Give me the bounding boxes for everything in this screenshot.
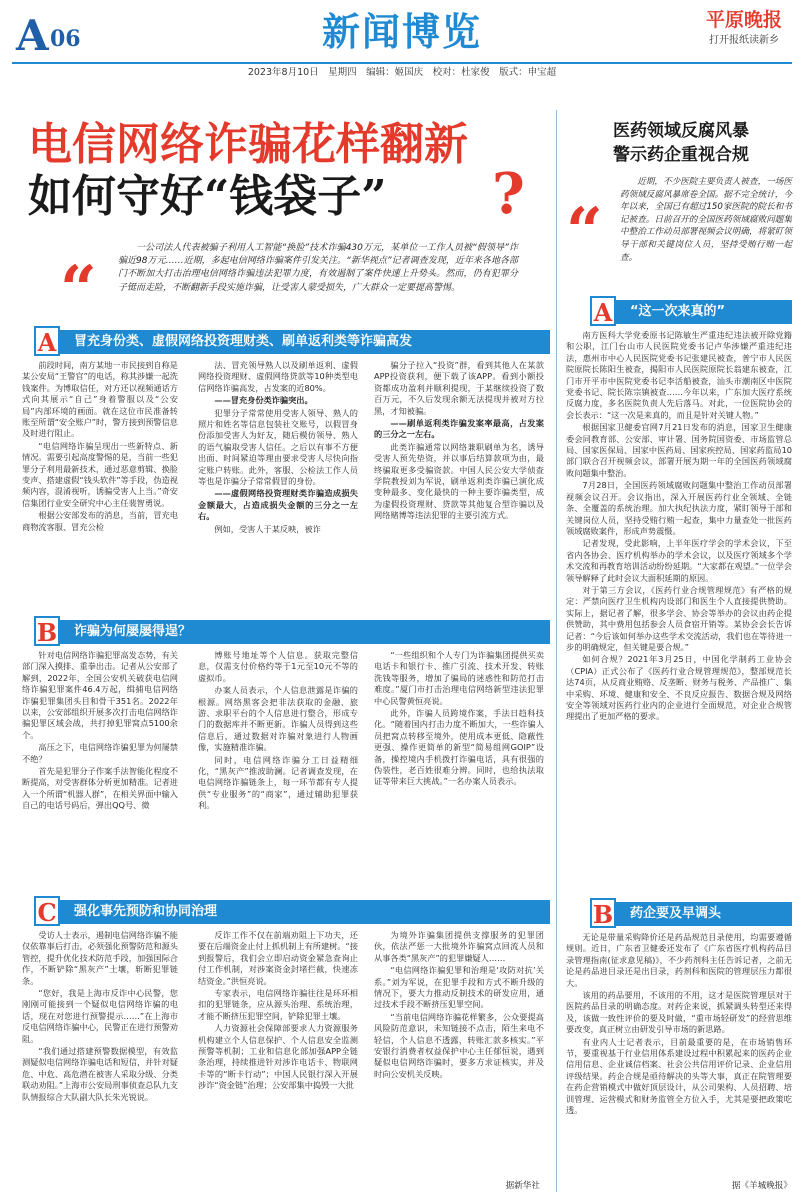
headline-question-mark: ? [492,161,525,227]
paragraph: 反诈工作不仅在前端劝阻上下功夫，还要在后端资金止付上抓机制上有所建树。“接到报警后，我们会立即启动资金紧急查询止付工作机制，对涉案资金封堵拦截，快速冻结资金。”洪恒亮说。 [198,930,358,986]
side-section-b-badge: B [590,898,616,928]
column-divider [556,110,557,1192]
section-a-col2 [198,360,358,612]
quote-mark-main: “ [60,252,97,327]
side-section-b-body [566,932,792,1176]
section-a-title: 冒充身份类、虚假网络投资理财类、刷单返利类等诈骗高发 [74,334,413,349]
section-b-col3 [374,650,544,890]
paragraph: 7月28日，全国医药领域腐败问题集中整治工作动员部署视频会议召开。会议指出，深入开展医药行业全领域、全链条、全覆盖的系统治理。加大执纪执法力度，紧盯领导干部和关键岗位人员，坚持受贿行贿一起查，集中力量查处一批医药领域腐败案件，形成声势震慑。 [566,480,792,536]
quote-mark-side: “ [566,194,603,269]
headline-line1: 电信网络诈骗花样翻新 [28,119,468,170]
paragraph: “您好，我是上海市反诈中心民警，您刚刚可能接到一个疑似电信网络诈骗的电话，现在对您进行预警提示……”在上海市反电信网络诈骗中心，民警正在进行预警劝阻。 [22,988,178,1044]
section-b-badge: B [34,616,60,646]
paragraph: 犯罪分子常常使用受害人领导、熟人的照片和姓名等信息包装社交账号，以假冒身份添加受害人为好友，随后模仿领导、熟人的语气骗取受害人信任。之后以有事不方便出面、时间紧迫等理由要求受害人尽快向指定账户转账。此外，客服、公检法工作人员等也是诈骗分子常常假冒的身份。 [198,407,358,487]
paragraph: 骗分子拉入“投资”群，看到其他人在某款APP投资获利，便下载了该APP。看到小额投资都成功盈利并顺利提现，于某继续投资了数百万元，不久后发现余额无法提现并被对方拉黑，才知被骗。 [374,360,544,416]
paragraph: ——虚假网络投资理财类诈骗造成损失金额最大，占造成损失金额的三分之一左右。 [198,488,358,522]
paragraph: “电信网络诈骗犯罪和治理是‘攻防对抗’关系。”刘为军说，在犯罪手段和方式不断升级的情况下，要大力推动反制技术的研发应用，通过技术手段不断挤压犯罪空间。 [374,965,544,1010]
paragraph: 针对电信网络诈骗犯罪高发态势，有关部门深入摸排、重拳出击。记者从公安部了解到，2022年，全国公安机关破获电信网络诈骗犯罪案件46.4万起，缉捕电信网络诈骗犯罪集团头目和骨干351名。2022年以来，公安部组织开展多次打击电信网络诈骗犯罪区域会战，共打掉犯罪窝点5100余个。 [22,650,178,740]
section-c-title: 强化事先预防和协同治理 [74,904,218,919]
main-source: 据新华社 [505,1181,540,1191]
paragraph: ——冒充身份类诈骗突出。 [214,395,313,406]
masthead-rule [12,62,792,64]
section-c-col1 [22,930,178,1192]
section-b-col2 [198,650,358,890]
section-a-badge: A [34,326,60,356]
paragraph: 办案人员表示，个人信息泄露是诈骗的根源。网络黑客会把非法获取的金融、旅游、求职平台的个人信息进行整合，形成专门的数据库并不断更新。诈骗人员得到这些信息后，通过数据对诈骗对象进行人物画像，实施精准诈骗。 [198,685,358,753]
section-c-col3 [374,930,544,1178]
paragraph: 前段时间，南方某地一市民接到自称是某公安局“王警官”的电话，称其涉嫌一起洗钱案件。为博取信任，对方还以视频通话方式向其展示“自己”身着警服以及“公安局”内部环境的画面。就在这位市民准备转账至所谓“安全账户”时，警方接到预警信息及时进行阻止。 [22,360,178,439]
side-headline-line2: 警示药企重视合规 [613,145,749,165]
paragraph: 该用的药品要用，不该用的不用，这才是医院管理层对于医院药品目录的明确态度。对药企来说，抓紧调头转型还来得及，该做一致性评价的要及时做，“重市场轻研发”的经营思维要改变，真正树立由研发引导市场的新思路。 [566,990,792,1035]
paragraph: 如何合规？2021年3月25日，中国化学制药工业协会（CPIA）正式公布了《医药行业合规管理规范》，整部规范长达74页，从反商业贿赂、反垄断、财务与税务、产品推广、集中采购、环境、健康和安全、不良反应报告、数据合规及网络安全等领域对医药行业内的企业进行全面规范，对企业合规管理提出了更加严格的要求。 [566,654,792,722]
paragraph: “当前电信网络诈骗花样繁多，公众要提高风险防范意识，未知链接不点击，陌生来电不轻信，个人信息不透露，转账汇款多核实。”平安银行消费者权益保护中心主任郁恒说，遇到疑似电信网络诈骗时，要多方求证核实，并及时向公安机关反映。 [374,1011,544,1079]
section-a-col1 [22,360,178,612]
masthead [0,0,803,82]
paragraph: 人力资源社会保障部要求人力资源服务机构建立个人信息保护、个人信息安全监测预警等机制；工业和信息化部加强APP全链条治理，持续推进针对涉诈电话卡、物联网卡等的“断卡行动”；中国人民银行深入开展涉诈“资金链”治理；公安部集中捣毁一大批 [198,1023,358,1091]
paragraph: 记者发现，受此影响，上半年医疗学会的学术会议，下至省内各协会、医疗机构举办的学术会议，以及医疗领域多个学术交流和再教育培训活动纷纷延期。“大家都在观望。”一位学会领导解释了此时会议大面积延期的原因。 [566,538,792,583]
slogan: 打开报纸读新乡 [709,35,779,46]
paragraph: 专家表示，电信网络诈骗往往是环环相扣的犯罪链条，应从源头治理、系统治理，才能不断挤压犯罪空间，铲除犯罪土壤。 [198,988,358,1021]
side-section-b-bar [590,900,792,929]
paragraph: 博账号地址等个人信息。获取完整信息，仅需支付价格约等于1元至10元不等的虚拟币。 [198,650,358,683]
paragraph: 法、冒充领导熟人以及刷单返利、虚假网络投资理财、虚假网络贷款等10种类型电信网络诈骗高发，占发案的近80%。 [198,360,358,393]
side-source: 据《羊城晚报》 [731,1181,792,1191]
paragraph: 无论是带量采购降价还是药品规范目录使用，均需要遵循规则。近日，广东省卫健委还发布了《广东省医疗机构药品目录管理指南(征求意见稿)》，不少药剂科主任告诉记者，之前无论是药品进目录还是出目录，药剂科和医院的管理层压力都很大。 [566,932,792,988]
headline-line2: 如何守好“钱袋子” [28,171,387,222]
paragraph: 根据国家卫健委官网7月21日发布的消息，国家卫生健康委会同教育部、公安部、审计署、国务院国资委、市场监管总局、国家医保局、国家中医药局、国家疾控局、国家药监局10部门联合召开视频会议，部署开展为期一年的全国医药领域腐败问题集中整治。 [566,422,792,478]
paragraph: “我们通过搭建预警数据模型，有效监测疑似电信网络诈骗电话和短信，并针对疑危、中危、高危潜在被害人采取分级、分类联动劝阻。”上海市公安局刑事侦查总队九支队情报综合大队副大队长朱光锐说。 [22,1046,178,1102]
section-b-title: 诈骗为何屡屡得逞？ [74,624,192,639]
section-a-col3 [374,360,544,612]
paragraph: 对于第三方会议，《医药行业合规管理规范》有严格的规定：严禁向医疗卫生机构内设部门和医生个人直接提供赞助。实际上，据记者了解，很多学会、协会等举办的会议由药企提供赞助，其中费用包括参会人员食宿开销等。某协会会长告诉记者：“今后该如何举办这些学术交流活动，我们也在等待进一步的明确规定，但关键是要合规。” [566,584,792,652]
side-section-a-badge: A [590,296,616,326]
page-letter: A [16,11,49,60]
section-b-col1 [22,650,178,890]
side-section-a-title: “这一次来真的” [630,304,726,319]
section-c-badge: C [34,896,60,926]
paragraph: ——刷单返利类诈骗发案率最高，占发案的三分之一左右。 [374,418,544,440]
main-lead: 一公司法人代表被骗子利用人工智能“换脸”技术诈骗430万元，某单位一工作人员被“假领导”诈骗近98万元……近期，多起电信网络诈骗案件引发关注。“新华视点”记者调查发现，近年来各地各部门不断加大打击治理电信网络诈骗违法犯罪力度，有效遏制了案件快速上升势头。然而，仍有犯罪分子铤而走险，不断翻新手段实施诈骗，让受害人蒙受损失，广大群众一定要提高警惕。 [118,243,518,293]
paragraph: 有业内人士记者表示，目前最重要的是，在市场销售环节，要重视基于行业信用体系建设过程中积累起来的医药企业信用信息、企业诚信档案、社会公共信用评价记录、企业信用评级结果。药企合规是亟待解决的头等大事，真正在院管理要在药企营销模式中做好顶层设计，从公司架构、人员招聘、培训管理、运营模式和财务监管全方位入手，尤其是要把政策吃透。 [566,1036,792,1116]
dateline: 2023年8月10日 星期四 编辑：姬国庆 校对：杜家俊 版式：申宝超 [247,67,557,78]
paragraph: 根据公安部发布的消息，当前，冒充电商物流客服、冒充公检 [22,510,178,532]
section-title: 新闻博览 [321,9,482,54]
paragraph: “一些组织和个人专门为诈骗集团提供买卖电话卡和银行卡、推广引流、技术开发、转账洗钱等服务，增加了骗局的迷惑性和防范打击难度。”厦门市打击治理电信网络新型违法犯罪中心民警黄恒亮说。 [374,650,544,706]
paragraph: 例如，受害人于某反映，被诈 [214,523,321,534]
paragraph: 高压之下，电信网络诈骗犯罪为何屡禁不绝？ [22,742,178,764]
paragraph: 受访人士表示，遏制电信网络诈骗不能仅依靠事后打击，必须强化预警防范和源头管控，提升优化技术防范手段，加强国际合作，不断铲除“黑灰产”土壤，斩断犯罪链条。 [22,930,178,986]
paragraph: 首先是犯罪分子作案手法智能化程度不断提高，对受害群体分析更加精准。记者进入一个所谓“机器人群”，在相关界面中输入自己的电话号码后，弹出QQ号、微 [22,766,178,811]
side-headline-line1: 医药领域反腐风暴 [613,121,749,141]
page-number: 06 [50,26,81,52]
paper-name: 平原晚报 [705,9,782,31]
main-headline [18,118,538,228]
paragraph: 南方医科大学党委原书记陈敏生严重违纪违法被开除党籍和公职，江门台山市人民医院党委书记卢华涉嫌严重违纪违法，惠州市中心人民医院党委书记张建民被查，普宁市人民医院原院长陈阳生被查，揭阳市人民医院原院长翁建东被查，江门市开平市中医院党委书记李活船被查，汕头市潮南区中医院党委书记、院长陈宗镇被查……今年以来，广东加大医疗系统反腐力度，多名医院负责人先后落马。对此，一位医院协会的会长表示：“这一次是来真的，而且是针对关键人物。” [566,330,792,420]
paragraph: “电信网络诈骗呈现出一些新特点、新情况。需要引起高度警惕的是，当前一些犯罪分子利用最新技术，通过恶意剪辑、换脸变声、搭建虚假“钱头软件”等手段，伪造视频内容，混淆视听，诱骗受害人上当。”奇安信集团行业安全研究中心主任裴智勇说。 [22,440,178,508]
section-c-col2 [198,930,358,1192]
section-b-bar [34,618,550,647]
paragraph: 同时，电信网络诈骗分工日益精细化，“黑灰产”推波助澜。记者调查发现，在电信网络诈骗链条上，每一环节都有专人提供“专业服务”的“商家”，通过辅助犯罪获利。 [198,754,358,811]
side-section-a-bar [590,298,792,327]
section-c-bar [34,898,550,927]
side-section-b-title: 药企要及早调头 [630,906,722,921]
side-section-a-body [566,330,792,878]
section-a-bar [34,328,550,357]
paragraph: 此类诈骗通常以网络兼职刷单为名，诱导受害人预先垫资，并以事后结算款项为由，最终骗取更多受骗资款。中国人民公安大学侦查学院教授刘为军说，刷单返利类诈骗已演化成变种最多、变化最快的一种主要诈骗类型，成为虚假投资理财、贷款等其他复合型诈骗以及网络赌博等违法犯罪的主要引流方式。 [374,441,544,521]
side-lead: 近期，不少医院主要负责人被查，一场医药领域反腐风暴席卷全国。据不完全统计，今年以来，全国已有超过150家医院的院长和书记被查。日前召开的全国医药领域腐败问题集中整治工作动员部署视频会议明确，将紧盯领导干部和关键岗位人员，坚持受贿行贿一起查。 [620,177,792,263]
paragraph: 为境外诈骗集团提供支撑服务的犯罪团伙，依法严惩一大批境外诈骗窝点回流人员和从事各类“黑灰产”的犯罪嫌疑人…… [374,930,544,963]
paragraph: 此外，诈骗人员跨境作案，手法日趋科技化。“随着国内打击力度不断加大，一些诈骗人员把窝点转移至境外，使用成本更低、隐蔽性更强、操作更简单的新型“简易组网GOIP”设备，操控境内手机拨打诈骗电话，具有很强的伪装性，老百姓很难分辨。同时，也给执法取证等带来巨大挑战。”一名办案人员表示。 [374,708,544,787]
